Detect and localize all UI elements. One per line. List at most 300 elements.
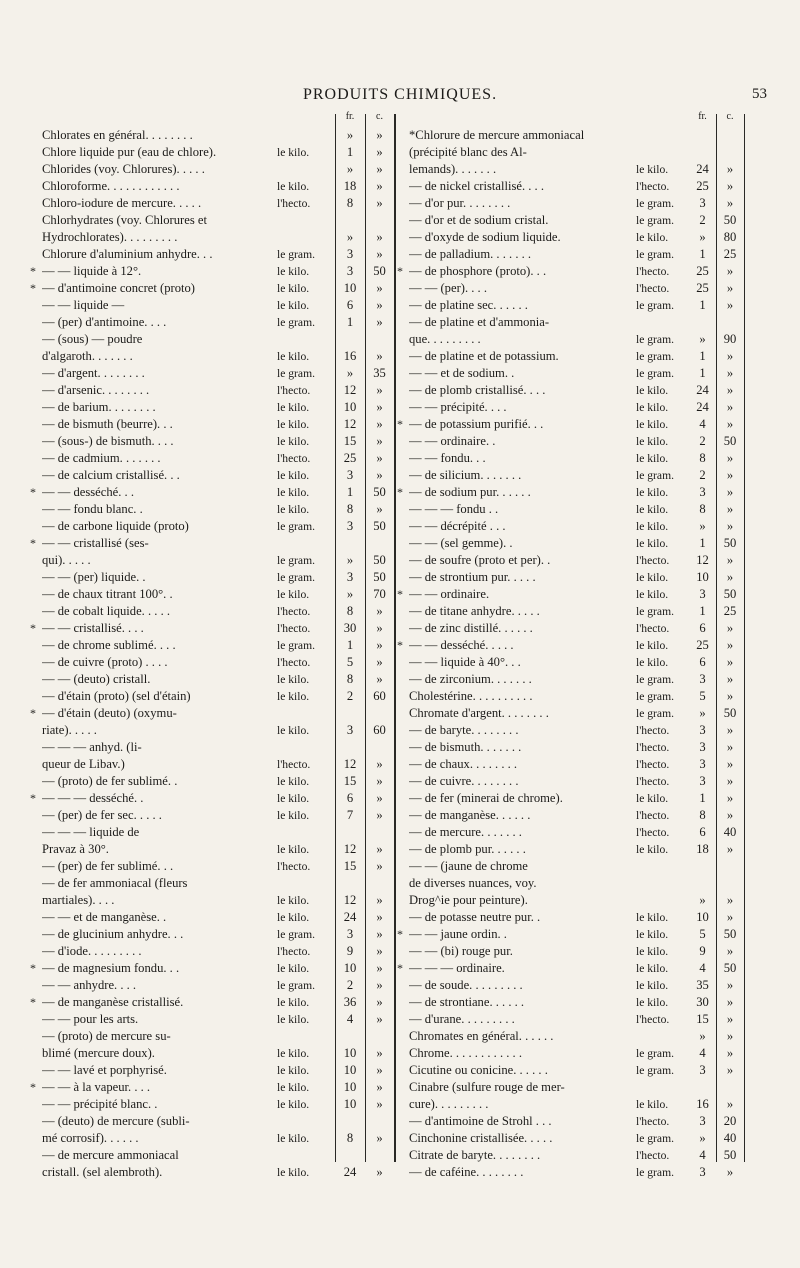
asterisk-mark: * <box>397 485 403 499</box>
price-francs: » <box>699 893 706 907</box>
product-name: — de cuivre. . . . . . . . <box>409 774 519 788</box>
product-name: — — précipité blanc. . <box>42 1097 158 1111</box>
price-centimes: » <box>376 672 383 686</box>
price-centimes: 90 <box>723 332 737 346</box>
product-name: — d'arsenic. . . . . . . . <box>42 383 150 397</box>
price-centimes: » <box>376 145 383 159</box>
product-name: — de phosphore (proto). . . <box>409 264 547 278</box>
price-centimes: » <box>376 230 383 244</box>
price-centimes: » <box>376 808 383 822</box>
unit-label: le gram. <box>636 690 674 703</box>
product-name: mé corrosif). . . . . . <box>42 1131 139 1145</box>
unit-label: l'hecto. <box>636 741 670 754</box>
unit-label: l'hecto. <box>636 265 670 278</box>
price-centimes: 50 <box>373 264 386 278</box>
product-name: — d'iode. . . . . . . . . <box>42 944 142 958</box>
unit-label: le kilo. <box>636 401 669 414</box>
price-francs: 9 <box>699 944 706 958</box>
price-centimes: » <box>376 349 383 363</box>
unit-label: l'hecto. <box>277 758 311 771</box>
price-centimes: » <box>726 1029 734 1043</box>
price-centimes: » <box>726 774 734 788</box>
unit-label: le kilo. <box>277 469 310 482</box>
unit-label: le kilo. <box>636 571 669 584</box>
product-name: — d'argent. . . . . . . . <box>42 366 145 380</box>
unit-label: l'hecto. <box>636 1115 670 1128</box>
unit-label: l'hecto. <box>277 860 311 873</box>
price-francs: 5 <box>699 689 706 703</box>
unit-label: le kilo. <box>277 996 310 1009</box>
unit-label: le gram. <box>636 1166 674 1179</box>
price-centimes: » <box>376 774 383 788</box>
product-name: — — précipité. . . . <box>409 400 507 414</box>
unit-label: le kilo. <box>277 911 310 924</box>
product-name: Chlore liquide pur (eau de chlore). <box>42 145 217 159</box>
price-centimes: » <box>376 128 383 142</box>
product-name: — de manganèse cristallisé. <box>42 995 184 1009</box>
price-centimes: 70 <box>373 587 386 601</box>
price-francs: 3 <box>346 927 354 941</box>
price-francs: 7 <box>346 808 354 822</box>
unit-label: l'hecto. <box>277 384 311 397</box>
price-centimes: » <box>726 621 734 635</box>
price-francs: 10 <box>343 961 357 975</box>
asterisk-mark: * <box>397 264 403 278</box>
price-centimes: » <box>376 196 383 210</box>
product-name: — (sous) — poudre <box>42 332 143 346</box>
unit-label: le kilo. <box>277 1047 310 1060</box>
left-c-heading: c. <box>376 111 383 122</box>
price-centimes: » <box>376 383 383 397</box>
price-francs: 12 <box>343 757 357 771</box>
price-centimes: » <box>726 349 734 363</box>
price-centimes: » <box>726 264 734 278</box>
price-francs: 4 <box>699 417 706 431</box>
unit-label: le gram. <box>636 1064 674 1077</box>
price-francs: 8 <box>699 502 706 516</box>
price-centimes: » <box>376 1012 383 1026</box>
price-centimes: » <box>726 298 734 312</box>
unit-label: l'hecto. <box>636 775 670 788</box>
right-fr-heading: fr. <box>698 111 707 122</box>
product-name: — — jaune ordin. . <box>409 927 507 941</box>
price-centimes: » <box>376 298 383 312</box>
product-name: — de glucinium anhydre. . . <box>42 927 184 941</box>
price-francs: 2 <box>346 689 354 703</box>
product-name: — de silicium. . . . . . . <box>409 468 522 482</box>
unit-label: le kilo. <box>277 588 310 601</box>
price-centimes: » <box>726 1046 734 1060</box>
unit-label: le gram. <box>277 928 315 941</box>
price-centimes: 80 <box>723 230 737 244</box>
price-francs: 1 <box>346 145 354 159</box>
product-name: — d'oxyde de sodium liquide. <box>409 230 561 244</box>
unit-label: l'hecto. <box>277 622 311 635</box>
price-francs: 16 <box>696 1097 709 1111</box>
price-centimes: » <box>726 723 734 737</box>
price-centimes: » <box>726 468 734 482</box>
price-centimes: » <box>376 927 383 941</box>
price-francs: 25 <box>696 281 709 295</box>
price-centimes: 50 <box>373 570 386 584</box>
unit-label: le kilo. <box>636 588 669 601</box>
price-francs: 24 <box>696 383 709 397</box>
product-name: — de mercure ammoniacal <box>42 1148 179 1162</box>
price-francs: 10 <box>343 1063 357 1077</box>
product-name: que. . . . . . . . . <box>409 332 481 346</box>
price-francs: 8 <box>699 808 706 822</box>
asterisk-mark: * <box>30 485 36 499</box>
product-name: — d'antimoine de Strohl . . . <box>409 1114 552 1128</box>
price-francs: 8 <box>699 451 706 465</box>
price-francs: 3 <box>699 1114 706 1128</box>
product-name: lemands). . . . . . . <box>409 162 497 176</box>
price-centimes: 50 <box>723 927 737 941</box>
price-francs: 24 <box>696 162 709 176</box>
price-francs: 2 <box>346 978 354 992</box>
unit-label: le gram. <box>277 639 315 652</box>
center-rule <box>394 114 396 1162</box>
price-francs: 15 <box>696 1012 709 1026</box>
price-francs: » <box>699 1029 706 1043</box>
price-francs: 36 <box>343 995 357 1009</box>
product-name: — (per) de fer sublimé. . . <box>42 859 174 873</box>
unit-label: le kilo. <box>636 996 669 1009</box>
price-centimes: » <box>376 757 383 771</box>
unit-label: le gram. <box>636 1047 674 1060</box>
unit-label: le kilo. <box>277 843 310 856</box>
price-centimes: » <box>376 434 383 448</box>
price-centimes: » <box>726 519 734 533</box>
price-francs: 1 <box>346 315 354 329</box>
price-centimes: » <box>726 1063 734 1077</box>
product-name: — — — liquide de <box>42 825 140 839</box>
unit-label: le kilo. <box>636 384 669 397</box>
price-francs: 3 <box>699 757 706 771</box>
price-francs: 12 <box>343 893 357 907</box>
price-centimes: » <box>376 910 383 924</box>
product-name: — — et de sodium. . <box>409 366 515 380</box>
price-centimes: » <box>726 978 734 992</box>
price-francs: 2 <box>699 468 706 482</box>
price-centimes: » <box>376 944 383 958</box>
price-francs: 18 <box>343 179 357 193</box>
price-francs: 3 <box>346 723 354 737</box>
unit-label: le kilo. <box>277 1064 310 1077</box>
price-francs: 24 <box>696 400 709 414</box>
unit-label: le kilo. <box>636 639 669 652</box>
product-name: Cinchonine cristallisée. . . . . <box>409 1131 553 1145</box>
price-centimes: » <box>376 502 383 516</box>
asterisk-mark: * <box>30 961 36 975</box>
unit-label: le gram. <box>636 1132 674 1145</box>
price-centimes: » <box>726 400 734 414</box>
price-centimes: » <box>376 1063 383 1077</box>
price-francs: 10 <box>696 910 709 924</box>
price-centimes: » <box>726 179 734 193</box>
product-name: cristall. (sel alembroth). <box>42 1165 163 1179</box>
price-centimes: 60 <box>373 689 386 703</box>
unit-label: le kilo. <box>277 673 310 686</box>
price-centimes: » <box>376 162 383 176</box>
asterisk-mark: * <box>30 264 36 278</box>
asterisk-mark: * <box>30 706 36 720</box>
price-centimes: » <box>376 1131 383 1145</box>
price-francs: 30 <box>343 621 357 635</box>
price-francs: 35 <box>696 978 709 992</box>
price-centimes: 50 <box>723 536 737 550</box>
product-name: — — fondu. . . <box>409 451 486 465</box>
price-centimes: » <box>376 1080 383 1094</box>
product-name: Cicutine ou conicine. . . . . . <box>409 1063 548 1077</box>
price-centimes: » <box>726 485 734 499</box>
price-centimes: » <box>726 1165 734 1179</box>
unit-label: le gram. <box>636 367 674 380</box>
product-name: — — lavé et porphyrisé. <box>42 1063 167 1077</box>
asterisk-mark: * <box>397 961 403 975</box>
unit-label: l'hecto. <box>636 554 670 567</box>
product-name: Hydrochlorates). . . . . . . . . <box>42 230 178 244</box>
price-centimes: » <box>726 995 734 1009</box>
price-francs: 6 <box>346 791 354 805</box>
unit-label: le kilo. <box>277 1098 310 1111</box>
unit-label: le kilo. <box>277 435 310 448</box>
product-name: — — cristallisé (ses- <box>42 536 149 550</box>
product-name: — de calcium cristallisé. . . <box>42 468 180 482</box>
unit-label: l'hecto. <box>636 826 670 839</box>
asterisk-mark: * <box>397 638 403 652</box>
product-name: — — décrépité . . . <box>409 519 506 533</box>
price-centimes: » <box>726 655 734 669</box>
product-name: — de cuivre (proto) . . . . <box>42 655 168 669</box>
product-name: — — ordinaire. <box>409 587 490 601</box>
product-name: — de manganèse. . . . . . <box>409 808 531 822</box>
unit-label: l'hecto. <box>636 180 670 193</box>
unit-label: l'hecto. <box>277 452 311 465</box>
price-centimes: 50 <box>373 485 386 499</box>
price-centimes: 20 <box>723 1114 737 1128</box>
product-name: — — fondu blanc. . <box>42 502 143 516</box>
product-name: — de sodium pur. . . . . . <box>409 485 531 499</box>
product-name: Chlorure d'aluminium anhydre. . . <box>42 247 213 261</box>
product-name: — — (per) liquide. . <box>42 570 146 584</box>
unit-label: le kilo. <box>636 911 669 924</box>
unit-label: le gram. <box>636 248 674 261</box>
product-name: — — — ordinaire. <box>409 961 505 975</box>
unit-label: le kilo. <box>277 486 310 499</box>
product-name: — de plomb pur. . . . . . <box>409 842 526 856</box>
unit-label: le gram. <box>636 673 674 686</box>
product-name: Chlorates en général. . . . . . . . <box>42 128 193 142</box>
price-francs: 10 <box>343 1046 357 1060</box>
product-name: — de zirconium. . . . . . . <box>409 672 532 686</box>
product-name: — d'or et de sodium cristal. <box>409 213 549 227</box>
price-centimes: » <box>726 1012 734 1026</box>
price-centimes: » <box>376 417 383 431</box>
price-centimes: » <box>726 740 734 754</box>
product-name: — de fer (minerai de chrome). <box>409 791 563 805</box>
unit-label: l'hecto. <box>277 656 311 669</box>
running-title: PRODUITS CHIMIQUES. <box>302 86 498 103</box>
price-centimes: » <box>726 383 734 397</box>
product-name: — — pour les arts. <box>42 1012 139 1026</box>
product-name: — — liquide — <box>42 298 125 312</box>
asterisk-mark: * <box>30 1080 36 1094</box>
product-name: — de magnesium fondu. . . <box>42 961 180 975</box>
product-name: — de cadmium. . . . . . . <box>42 451 161 465</box>
price-francs: 3 <box>346 570 354 584</box>
product-name: — — cristallisé. . . . <box>42 621 144 635</box>
product-name: — de caféine. . . . . . . . <box>409 1165 524 1179</box>
unit-label: le kilo. <box>636 435 669 448</box>
unit-label: le kilo. <box>277 282 310 295</box>
product-name: — — desséché. . . <box>42 485 134 499</box>
price-francs: 15 <box>343 434 357 448</box>
unit-label: le kilo. <box>277 1081 310 1094</box>
unit-label: le kilo. <box>636 452 669 465</box>
unit-label: le kilo. <box>636 520 669 533</box>
product-name: — de soude. . . . . . . . . <box>409 978 523 992</box>
price-francs: 8 <box>346 1131 354 1145</box>
unit-label: le kilo. <box>277 418 310 431</box>
unit-label: le gram. <box>636 214 674 227</box>
unit-label: le gram. <box>277 571 315 584</box>
price-centimes: 35 <box>373 366 386 380</box>
product-name: — de strontiane. . . . . . <box>409 995 525 1009</box>
unit-label: le kilo. <box>636 163 669 176</box>
price-francs: 4 <box>699 1046 706 1060</box>
unit-label: l'hecto. <box>277 605 311 618</box>
product-name: Chromates en général. . . . . . <box>409 1029 554 1043</box>
unit-label: le kilo. <box>636 979 669 992</box>
price-francs: 15 <box>343 774 357 788</box>
price-francs: 1 <box>699 536 706 550</box>
product-name: — — (bi) rouge pur. <box>409 944 513 958</box>
unit-label: l'hecto. <box>636 724 670 737</box>
unit-label: l'hecto. <box>636 1013 670 1026</box>
product-name: — de titane anhydre. . . . . <box>409 604 540 618</box>
right-c-heading: c. <box>726 111 734 122</box>
price-centimes: » <box>726 672 734 686</box>
price-centimes: » <box>726 281 734 295</box>
price-francs: 3 <box>346 247 354 261</box>
price-centimes: » <box>376 842 383 856</box>
unit-label: le kilo. <box>636 418 669 431</box>
price-francs: 3 <box>346 468 354 482</box>
product-name: — — liquide à 12°. <box>42 264 142 278</box>
unit-label: le kilo. <box>636 486 669 499</box>
price-centimes: » <box>376 179 383 193</box>
product-name: Chlorides (voy. Chlorures). . . . . <box>42 162 205 176</box>
product-name: — de barium. . . . . . . . <box>42 400 156 414</box>
price-francs: 25 <box>696 264 709 278</box>
product-name: — de soufre (proto et per). . <box>409 553 551 567</box>
product-name: — de carbone liquide (proto) <box>42 519 189 533</box>
unit-label: le kilo. <box>277 1013 310 1026</box>
price-centimes: » <box>376 1046 383 1060</box>
price-centimes: » <box>376 638 383 652</box>
price-centimes: 50 <box>373 519 386 533</box>
unit-label: le kilo. <box>277 401 310 414</box>
asterisk-mark: * <box>30 995 36 1009</box>
product-name: — de fer ammoniacal (fleurs <box>42 876 188 890</box>
unit-label: l'hecto. <box>636 1149 670 1162</box>
price-francs: » <box>699 706 706 720</box>
price-francs: 4 <box>699 1148 706 1162</box>
price-francs: 6 <box>699 621 706 635</box>
price-francs: 1 <box>699 791 706 805</box>
price-centimes: » <box>376 1097 383 1111</box>
price-francs: 3 <box>699 485 706 499</box>
price-centimes: 50 <box>723 1148 737 1162</box>
price-centimes: » <box>376 1165 383 1179</box>
price-centimes: » <box>376 621 383 635</box>
unit-label: le kilo. <box>636 1098 669 1111</box>
unit-label: le kilo. <box>636 537 669 550</box>
product-name: — — — desséché. . <box>42 791 144 805</box>
product-name: — — ordinaire. . <box>409 434 496 448</box>
price-centimes: » <box>726 893 734 907</box>
price-francs: 3 <box>699 740 706 754</box>
price-centimes: 50 <box>723 434 737 448</box>
product-name: — — anhydre. . . . <box>42 978 137 992</box>
product-name: Chlorhydrates (voy. Chlorures et <box>42 213 207 227</box>
product-name: — — (jaune de chrome <box>409 859 528 873</box>
product-name: — de bismuth (beurre). . . <box>42 417 173 431</box>
price-centimes: » <box>376 468 383 482</box>
unit-label: le gram. <box>636 197 674 210</box>
asterisk-mark: * <box>397 587 403 601</box>
price-centimes: » <box>376 995 383 1009</box>
page-number: 53 <box>752 86 767 102</box>
price-francs: 10 <box>343 400 357 414</box>
product-name: — — (sel gemme). . <box>409 536 513 550</box>
unit-label: le kilo. <box>277 809 310 822</box>
unit-label: le kilo. <box>277 146 310 159</box>
product-name: — d'étain (deuto) (oxymu- <box>42 706 177 720</box>
unit-label: l'hecto. <box>636 809 670 822</box>
unit-label: le gram. <box>636 469 674 482</box>
product-name: — de potasse neutre pur. . <box>409 910 541 924</box>
product-name: de diverses nuances, voy. <box>409 876 537 890</box>
product-name: riate). . . . . <box>42 723 97 737</box>
price-centimes: » <box>726 638 734 652</box>
unit-label: le kilo. <box>277 180 310 193</box>
price-centimes: 50 <box>723 587 737 601</box>
price-centimes: » <box>726 808 734 822</box>
unit-label: le kilo. <box>277 350 310 363</box>
price-francs: 4 <box>346 1012 354 1026</box>
price-francs: 1 <box>699 298 706 312</box>
price-francs: 3 <box>699 672 706 686</box>
right-c-rule <box>744 114 745 1162</box>
product-name: — de platine et d'ammonia- <box>409 315 550 329</box>
product-name: — — (deuto) cristall. <box>42 672 151 686</box>
price-centimes: » <box>376 604 383 618</box>
unit-label: le kilo. <box>636 843 669 856</box>
unit-label: le gram. <box>277 554 315 567</box>
price-francs: 15 <box>343 859 357 873</box>
price-francs: 6 <box>346 298 354 312</box>
price-francs: 9 <box>346 944 354 958</box>
unit-label: le kilo. <box>277 265 310 278</box>
price-centimes: 50 <box>723 213 737 227</box>
product-name: — — — fondu . . <box>409 502 499 516</box>
price-francs: 3 <box>346 519 354 533</box>
price-centimes: 25 <box>723 604 737 618</box>
product-name: qui). . . . . <box>42 553 91 567</box>
unit-label: l'hecto. <box>277 197 311 210</box>
